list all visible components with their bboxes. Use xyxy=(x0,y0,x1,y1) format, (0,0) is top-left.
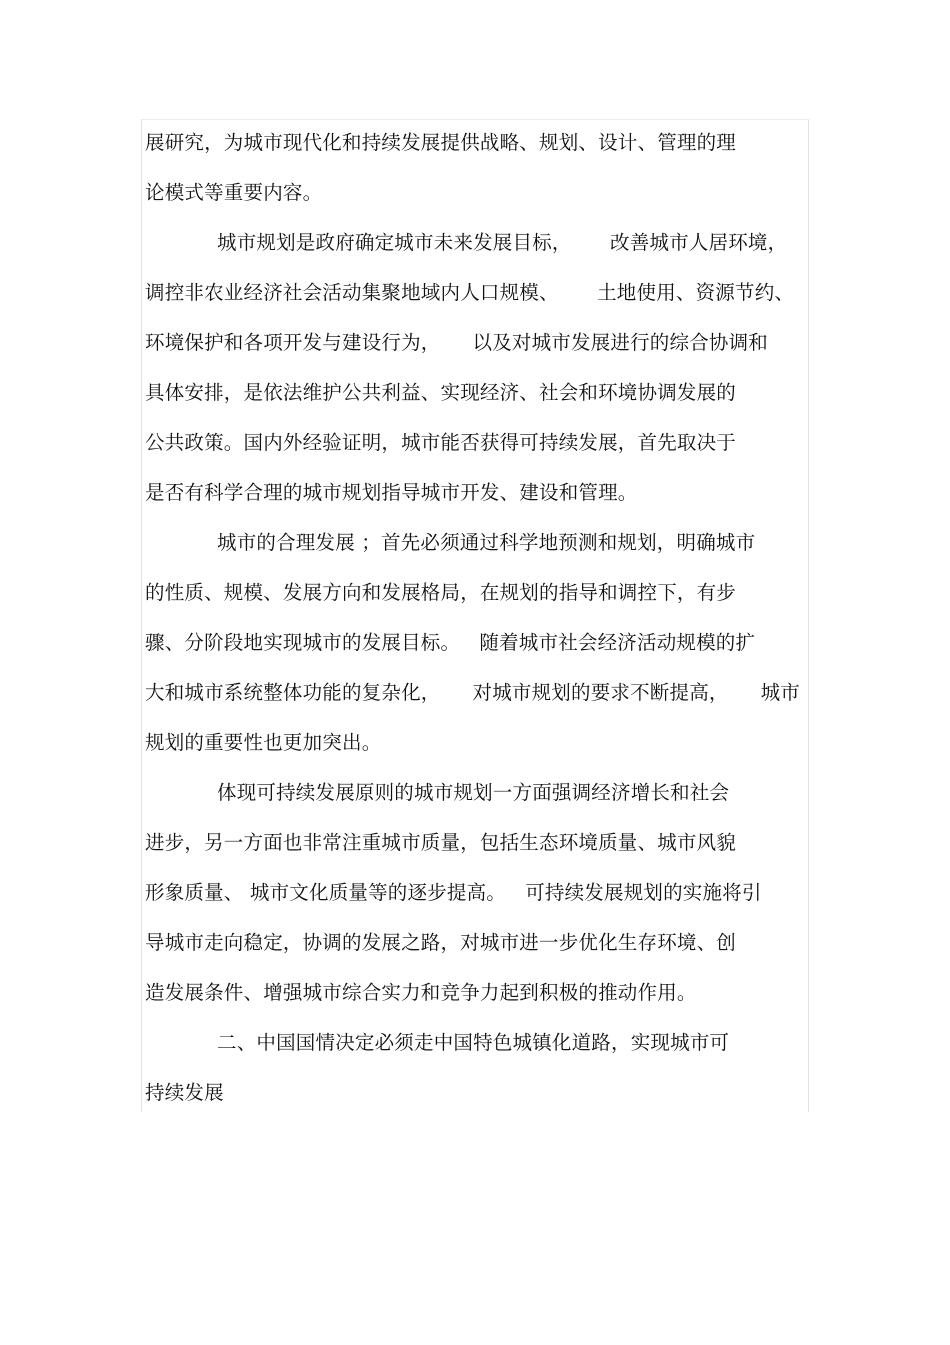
text-line: 环境保护和各项开发与建设行为， 以及对城市发展进行的综合协调和 xyxy=(145,331,768,354)
text-line: 是否有科学合理的城市规划指导城市开发、建设和管理。 xyxy=(145,481,638,504)
section-heading-line: 二、中国国情决定必须走中国特色城镇化道路，实现城市可 xyxy=(217,1031,730,1054)
text-line: 规划的重要性也更加突出。 xyxy=(145,731,382,754)
text-line: 展研究，为城市现代化和持续发展提供战略、规划、设计、管理的理 xyxy=(145,131,737,154)
document-body xyxy=(145,118,815,1118)
text-line: 的性质、规模、发展方向和发展格局，在规划的指导和调控下，有步 xyxy=(145,581,737,604)
text-line: 造发展条件、增强城市综合实力和竞争力起到积极的推动作用。 xyxy=(145,981,697,1004)
text-line: 具体安排，是依法维护公共利益、实现经济、社会和环境协调发展的 xyxy=(145,381,737,404)
paragraph-start-line: 城市规划是政府确定城市未来发展目标， 改善城市人居环境， xyxy=(217,231,788,254)
text-line: 骤、分阶段地实现城市的发展目标。 随着城市社会经济活动规模的扩 xyxy=(145,631,756,654)
text-line: 大和城市系统整体功能的复杂化， 对城市规划的要求不断提高， 城市 xyxy=(145,681,800,704)
section-heading-line: 持续发展 xyxy=(145,1081,224,1104)
text-line: 形象质量、 城市文化质量等的逐步提高。 可持续发展规划的实施将引 xyxy=(145,881,762,904)
text-line: 公共政策。国内外经验证明，城市能否获得可持续发展，首先取决于 xyxy=(145,431,737,454)
paragraph-start-line: 体现可持续发展原则的城市规划一方面强调经济增长和社会 xyxy=(217,781,730,804)
text-line: 论模式等重要内容。 xyxy=(145,181,323,204)
text-line: 进步，另一方面也非常注重城市质量，包括生态环境质量、城市风貌 xyxy=(145,831,737,854)
text-line: 导城市走向稳定，协调的发展之路，对城市进一步优化生存环境、创 xyxy=(145,931,737,954)
text-line: 调控非农业经济社会活动集聚地域内人口规模、 土地使用、资源节约、 xyxy=(145,281,795,304)
paragraph-start-line: 城市的合理发展 ；首先必须通过科学地预测和规划，明确城市 xyxy=(217,531,756,554)
